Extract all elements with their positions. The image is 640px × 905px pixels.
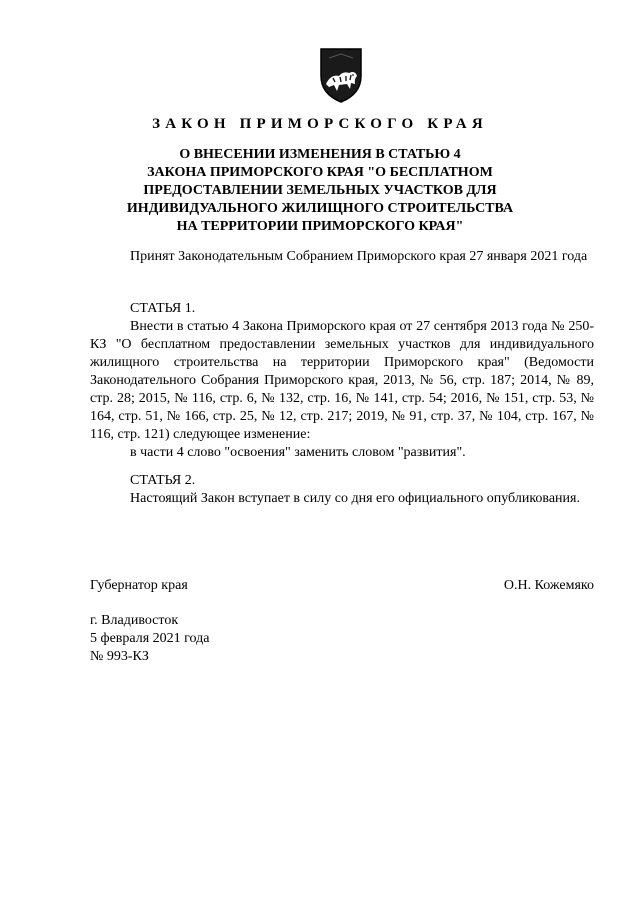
footer-date: 5 февраля 2021 года bbox=[90, 631, 210, 646]
article-1-change-text: в части 4 слово "освоения" заменить словом "развития". bbox=[130, 445, 466, 460]
article-2-body bbox=[90, 490, 594, 508]
footer-number: № 993-КЗ bbox=[90, 649, 149, 664]
adoption-text: Принят Законодательным Собранием Приморского края 27 января 2021 года bbox=[130, 249, 588, 264]
article-1-body bbox=[90, 318, 594, 444]
subtitle-line: ПРЕДОСТАВЛЕНИИ ЗЕМЕЛЬНЫХ УЧАСТКОВ ДЛЯ bbox=[143, 183, 497, 198]
coat-of-arms-emblem bbox=[317, 46, 365, 104]
subtitle-line: ИНДИВИДУАЛЬНОГО ЖИЛИЩНОГО СТРОИТЕЛЬСТВА bbox=[126, 201, 514, 216]
article-1-change bbox=[90, 444, 594, 462]
signatory-name: О.Н. Кожемяко bbox=[503, 578, 594, 593]
law-subtitle bbox=[100, 146, 540, 236]
adoption-note bbox=[90, 248, 594, 266]
footer-city: г. Владивосток bbox=[90, 613, 179, 628]
article-2-text: Настоящий Закон вступает в силу со дня его официального опубликования. bbox=[130, 491, 580, 506]
article-1-heading: СТАТЬЯ 1. bbox=[130, 301, 196, 316]
signatory-position: Губернатор края bbox=[90, 578, 188, 593]
article-1-text: Внести в статью 4 Закона Приморского края от 27 сентября 2013 года № 250-КЗ "О бесплатном предоставлении земельных участков для индивидуального жилищного строительства на территории Приморского края" (Ведомости Законодательного Собрания Приморского края, 2013, № 56, стр. 187; 2014, № 89, стр. 28; 2015, № 116, стр. 6, № 132, стр. 16, № 141, стр. 54; 2016, № 151, стр. 53, № 164, стр. 51, № 166, стр. 25, № 12, стр. 217; 2019, № 91, стр. 37, № 104, стр. 167, № 116, стр. 121) следующее изменение: bbox=[90, 319, 594, 442]
subtitle-line: О ВНЕСЕНИИ ИЗМЕНЕНИЯ В СТАТЬЮ 4 bbox=[179, 147, 461, 162]
law-title: ЗАКОН ПРИМОРСКОГО КРАЯ bbox=[152, 116, 488, 132]
subtitle-line: НА ТЕРРИТОРИИ ПРИМОРСКОГО КРАЯ" bbox=[176, 219, 464, 234]
article-2-heading: СТАТЬЯ 2. bbox=[130, 473, 196, 488]
subtitle-line: ЗАКОНА ПРИМОРСКОГО КРАЯ "О БЕСПЛАТНОМ bbox=[147, 165, 493, 180]
